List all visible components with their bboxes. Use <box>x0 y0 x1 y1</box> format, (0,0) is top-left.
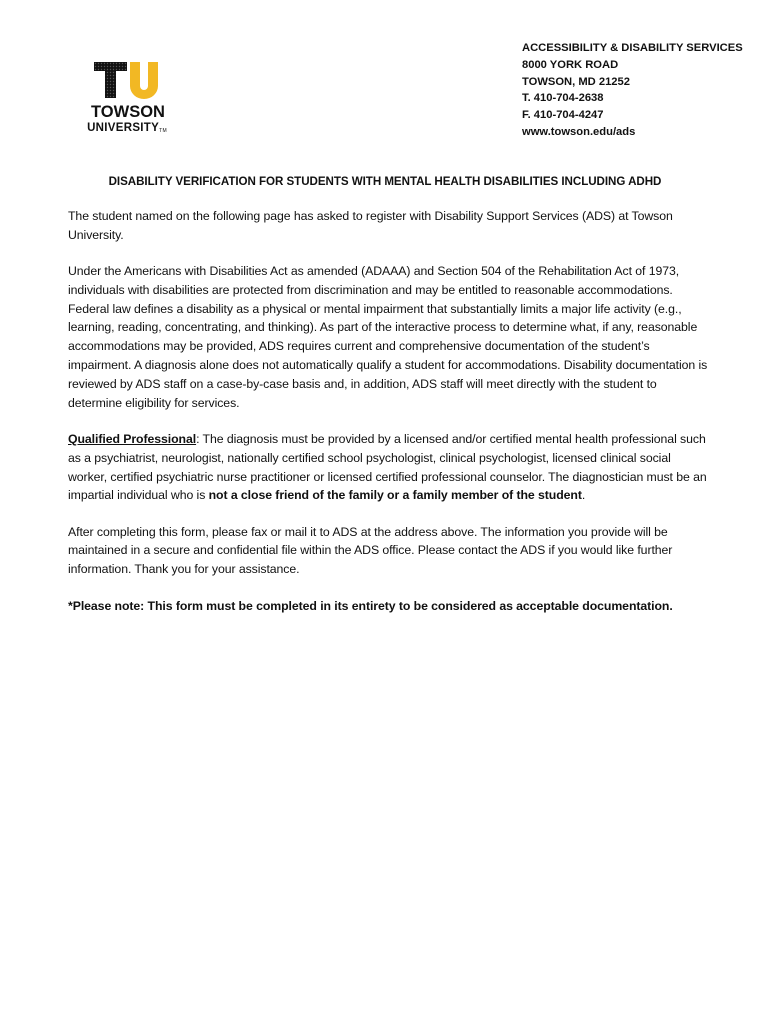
address-website: www.towson.edu/ads <box>522 125 636 138</box>
paragraph-intro: The student named on the following page has asked to register with Disability Support Services (ADS) at Towson University. <box>68 209 673 242</box>
qualified-professional-bold: not a close friend of the family or a family member of the student <box>208 488 582 503</box>
address-block <box>522 40 743 141</box>
logo-university-word: UNIVERSITY <box>87 122 160 134</box>
paragraph-submission: After completing this form, please fax or mail it to ADS at the address above. The information you provide will be maintained in a secure and confidential file within the ADS office. Please contact the ADS if you would like further information. Thank you for your assistance. <box>68 524 673 577</box>
qualified-professional-label: Qualified Professional <box>68 431 197 446</box>
paragraph-qualified-professional <box>68 430 708 505</box>
qualified-professional-end: . <box>581 488 586 503</box>
logo-university-text <box>84 122 170 134</box>
address-phone: T. 410-704-2638 <box>522 92 604 105</box>
address-street: 8000 YORK ROAD <box>522 58 619 71</box>
qualified-professional-colon: : <box>196 431 203 446</box>
logo-trademark: TM <box>159 128 167 134</box>
paragraph-ada: Under the Americans with Disabilities Act as amended (ADAAA) and Section 504 of the Rehabilitation Act of 1973, individuals with disabilities are protected from discrimination and may be entitled to reasonable accommodations. Federal law defines a disability as a physical or mental impairment that substantially limits a major life activity (e.g., learning, reading, concentrating, and thinking). As part of the interactive process to determine what, if any, reasonable accommodations may be provided, ADS requires current and comprehensive documentation of the student’s impairment. A diagnosis alone does not automatically qualify a student for accommodations. Disability documentation is reviewed by ADS staff on a case-by-case basis and, in addition, ADS staff will meet directly with the student to determine eligibility for services. <box>68 264 708 410</box>
paragraph-note <box>68 597 708 616</box>
address-city: TOWSON, MD 21252 <box>522 75 630 88</box>
qualified-professional-text: The diagnosis must be provided by a licensed and/or certified mental health professional such as a psychiatrist, neurologist, nationally certified school psychologist, clinical psychologist, licensed clinical social worker, certified psychiatric nurse practitioner or licensed certified professional counselor. The diagnostician must be an impartial individual who is <box>68 431 707 503</box>
document-body <box>68 207 708 633</box>
tu-logo-icon <box>94 62 160 100</box>
address-fax: F. 410-704-4247 <box>522 109 604 122</box>
note-bold-text: *Please note: This form must be completed in its entirety to be considered as acceptable documentation. <box>68 598 673 613</box>
address-department: ACCESSIBILITY & DISABILITY SERVICES <box>522 42 743 54</box>
document-title: DISABILITY VERIFICATION FOR STUDENTS WITH MENTAL HEALTH DISABILITIES INCLUDING ADHD <box>108 175 662 188</box>
towson-university-logo <box>84 62 174 140</box>
logo-towson-text: TOWSON <box>91 103 165 121</box>
